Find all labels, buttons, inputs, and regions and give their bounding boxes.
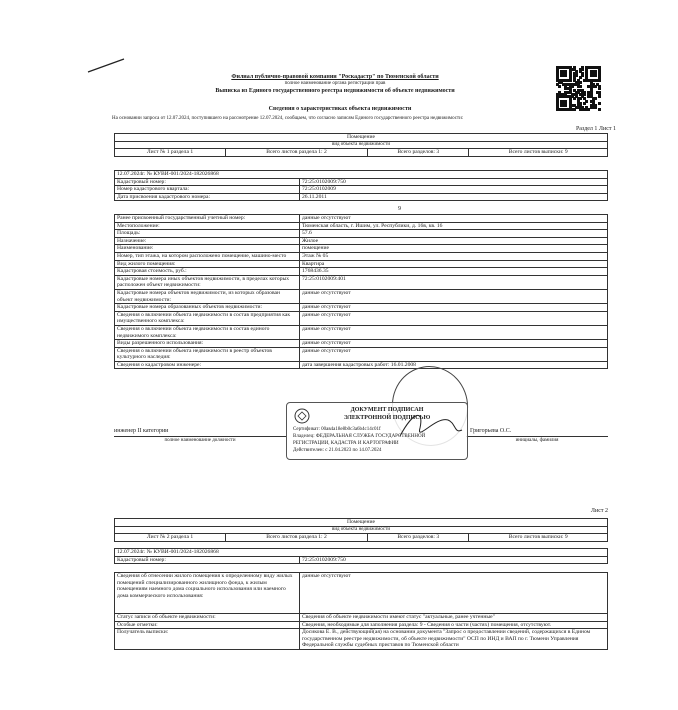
page2-id-table: [114, 548, 608, 564]
table-row: Номер, тип этажа, на котором расположено помещение, машино-место Этаж № 05: [115, 252, 608, 260]
table-row: Кадастровые номера объектов недвижимости, из которых образован объект недвижимости: данные отсутствуют: [115, 289, 608, 303]
ep-validity: Действителен: с 21.04.2023 по 14.07.2024: [293, 448, 382, 453]
page2-total-sheets: Всего листов выписки: 9: [469, 534, 608, 542]
total-sheets: Всего листов выписки: 9: [469, 149, 608, 157]
table-row: Виды разрешенного использования: данные отсутствуют: [115, 340, 608, 348]
page2-object-type-caption: вид объекта недвижимости: [115, 526, 608, 534]
emblem-icon: [293, 407, 311, 425]
page1-characteristics-table: [114, 214, 608, 369]
name-underline: [466, 436, 608, 437]
qr-module: [598, 79, 601, 82]
qr-module: [573, 97, 576, 100]
page2-total-sections: Всего разделов: 3: [368, 534, 469, 542]
page2-sheet-label: Лист 2: [590, 508, 608, 514]
org-name: Филиал публично-правовой компании "Роскадастр" по Тюменской области: [231, 74, 439, 80]
qr-module: [569, 79, 572, 82]
qr-module: [598, 102, 601, 105]
table-row: Статус записи об объекте недвижимости: Сведения об объекте недвижимости имеют статус "актуальные, ранее учтенные": [115, 614, 608, 622]
ep-title: ДОКУМЕНТ ПОДПИСАН: [350, 407, 424, 413]
table-row: Кадастровый номер: 72:25:0102009:750: [115, 178, 608, 186]
table-row: Сведения о включении объекта недвижимости в реестр объектов культурного наследия: данные отсутствуют: [115, 347, 608, 361]
table-row: Наименование: помещение: [115, 245, 608, 253]
table-row: Местоположение: Тюменская область, г. Ишим, ул. Республики, д. 16в, кв. 16: [115, 222, 608, 230]
qr-module: [579, 85, 582, 88]
table-row: Кадастровые номера иных объектов недвижимости, в пределах которых расположен объект недвижимости: 72:25:0102009:401: [115, 275, 608, 289]
qr-module: [594, 74, 597, 77]
org-caption: полное наименование органа регистрации прав: [284, 81, 386, 86]
table-row: Кадастровая стоимость, руб.: 1768436.35: [115, 268, 608, 276]
table-row: Назначение: Жилое: [115, 237, 608, 245]
ep-owner: Владелец: ФЕДЕРАЛЬНАЯ СЛУЖБА ГОСУДАРСТВЕННОЙ: [293, 434, 426, 439]
qr-module: [598, 95, 601, 98]
table-row: Особые отметки: Сведения, необходимые для заполнения раздела: 9 - Сведения о части (частях) помещения, отсутствуют.: [115, 621, 608, 629]
table-row: Сведения об отнесении жилого помещения к определенному виду жилых помещений специализированного жилищного фонда, к жилым помещениям наемного дома социального использования или наемного дома коммерческого использования: данные отсутствуют: [115, 573, 608, 614]
page1-header-table: [114, 133, 608, 157]
qr-module: [594, 85, 597, 88]
section-label: Раздел 1 Лист 1: [575, 126, 616, 132]
ep-certificate: Сертификат: 00ав4а18е8b0c3a6b4c14c01f: [293, 427, 381, 432]
table-row: Сведения о кадастровом инженере: дата завершения кадастровых работ: 16.01.2008: [115, 361, 608, 369]
qr-module: [573, 108, 576, 111]
ep-owner-cont: РЕГИСТРАЦИИ, КАДАСТРА И КАРТОГРАФИИ: [293, 441, 399, 446]
page2-header-table: [114, 518, 608, 542]
signer-name: Григорьева О.С.: [470, 428, 512, 434]
request-line: На основании запроса от 12.07.2024, поступившего на рассмотрение 12.07.2024, сообщаем, что согласно записям Единого государственного реестра недвижимости:: [112, 116, 464, 121]
qr-module: [564, 104, 567, 107]
table-row: Дата присвоения кадастрового номера: 26.11.2011: [115, 193, 608, 201]
sheet-no: Лист № 1 раздела 1: [115, 149, 226, 157]
position-caption: полное наименование должности: [164, 438, 236, 443]
page1-id-table: [114, 170, 608, 201]
page2-object-type: Помещение: [115, 519, 608, 527]
table-row: Вид жилого помещения: Квартира: [115, 260, 608, 268]
ep-subtitle: ЭЛЕКТРОННОЙ ПОДПИСЬЮ: [343, 415, 431, 421]
table-row: Получатель выписки: Досикова Е. В., действующий(ая) на основании документа "Запрос о предоставлении сведений, содержащихся в Едином государственном реестре недвижимости, об объекте недвижимости" ОСП по ИНД и ВАП по г. Тюмени Управления Федеральной службы судебных приставов по Тюменской области: [115, 629, 608, 650]
qr-module: [558, 85, 561, 88]
page2-details-table: [114, 572, 608, 650]
sheets-in-section: Всего листов раздела 1: 2: [226, 149, 368, 157]
name-caption: инициалы, фамилия: [515, 438, 559, 443]
object-type-caption: вид объекта недвижимости: [115, 141, 608, 149]
qr-code: [556, 66, 600, 110]
handwritten-signature: [396, 406, 466, 446]
qr-module: [598, 87, 601, 90]
table-row: Ранее присвоенный государственный учетный номер: данные отсутствуют: [115, 215, 608, 223]
table-row: Кадастровый номер: 72:25:0102009:750: [115, 556, 608, 564]
qr-module: [583, 102, 586, 105]
section-title: Сведения о характеристиках объекта недвижимости: [268, 106, 412, 112]
total-sections: Всего разделов: 3: [368, 149, 469, 157]
page2-sheets-in-section: Всего листов раздела 1: 2: [226, 534, 368, 542]
table-row: Кадастровые номера образованных объектов недвижимости: данные отсутствуют: [115, 304, 608, 312]
qr-module: [594, 106, 597, 109]
doc-ref: 12.07.2024г. № КУВИ-001/2024-182026868: [115, 171, 608, 179]
page2-doc-ref: 12.07.2024г. № КУВИ-001/2024-182026868: [115, 549, 608, 557]
qr-module: [598, 108, 601, 111]
qr-module: [587, 108, 590, 111]
table-row: Площадь: 57.6: [115, 230, 608, 238]
handwritten-mark: 9: [398, 206, 401, 212]
signer-position: инженер II категории: [114, 428, 169, 434]
table-row: Сведения о включении объекта недвижимости в состав предприятия как имущественного комплекса: данные отсутствуют: [115, 311, 608, 325]
table-row: Номер кадастрового квартала: 72:25:0102009: [115, 186, 608, 194]
qr-module: [564, 74, 567, 77]
position-underline: [114, 436, 286, 437]
document-title: Выписка из Единого государственного реестра недвижимости об объекте недвижимости: [215, 88, 455, 94]
pen-stroke-mark: [86, 56, 126, 76]
page2-sheet-no: Лист № 2 раздела 1: [115, 534, 226, 542]
table-row: Сведения о включении объекта недвижимости в состав единого недвижимого комплекса: данные отсутствуют: [115, 325, 608, 339]
object-type: Помещение: [115, 134, 608, 142]
